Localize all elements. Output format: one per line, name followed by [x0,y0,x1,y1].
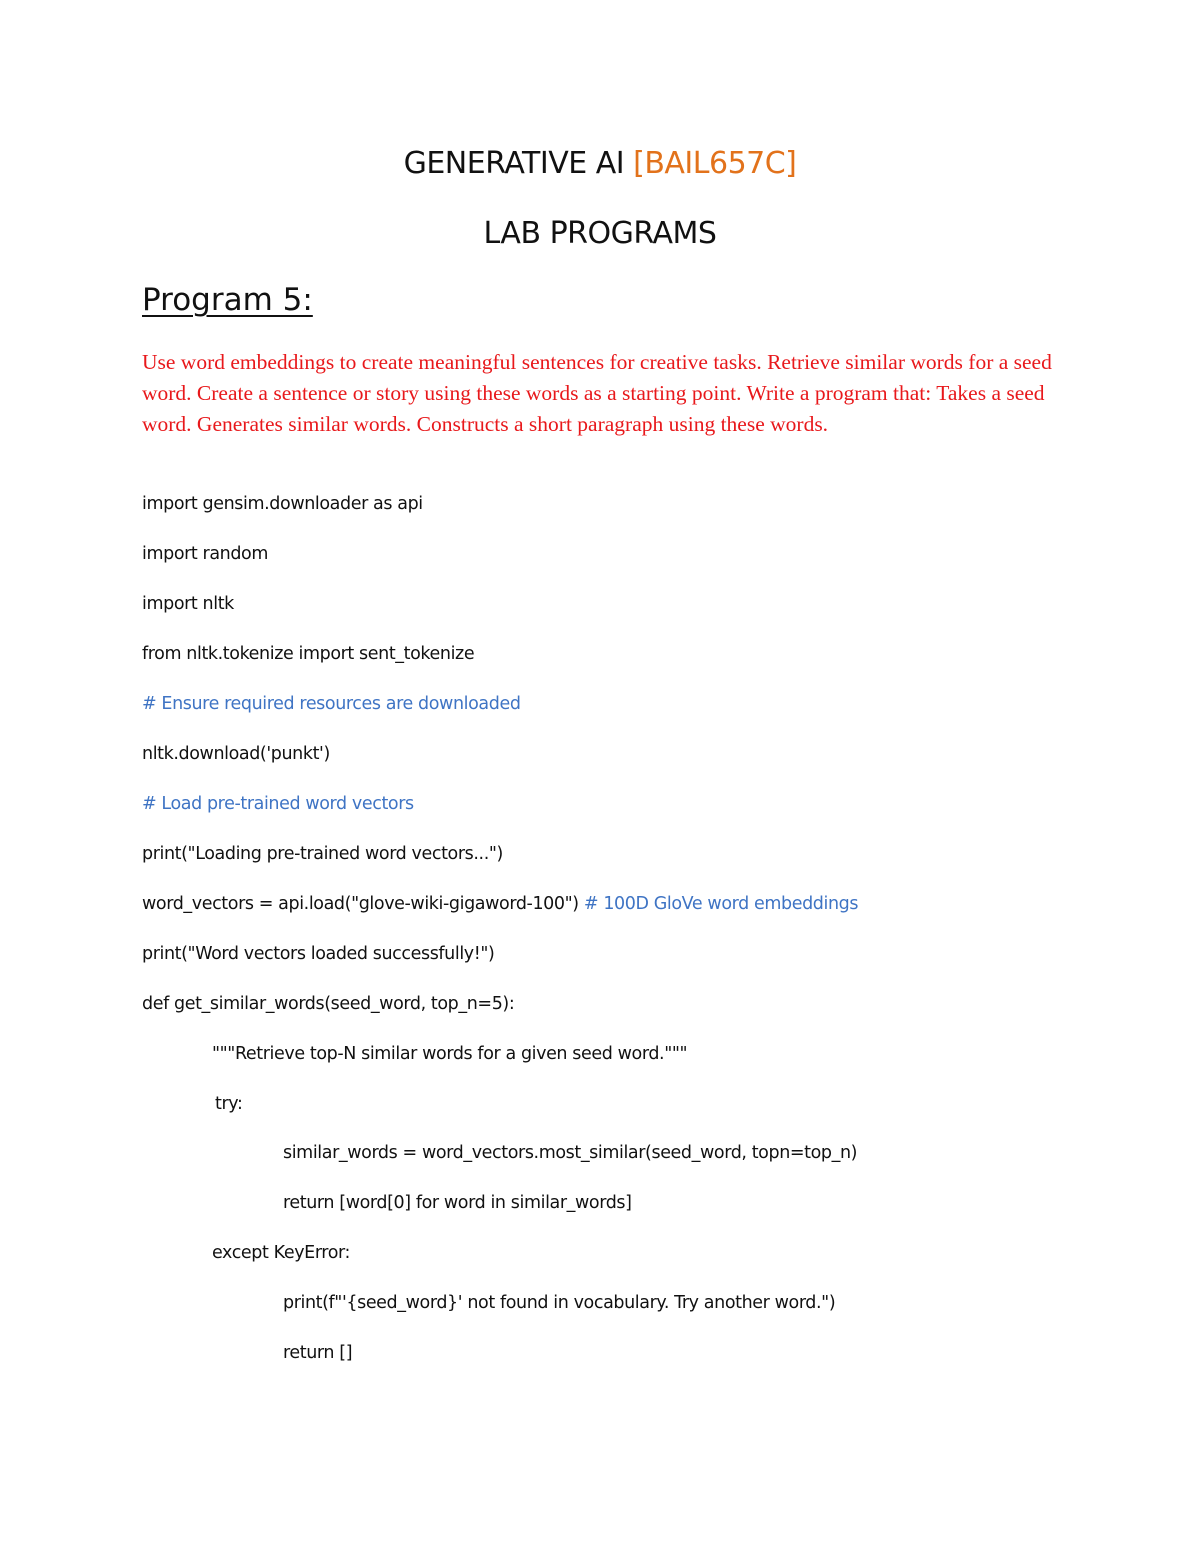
code-api-load-statement: word_vectors = api.load("glove-wiki-gigaword-100") [142,894,584,914]
code-comment-resources: # Ensure required resources are downloaded [142,694,521,714]
course-code: [BAIL657C] [633,146,797,181]
code-line-nltk-download: nltk.download('punkt') [142,744,330,764]
code-line-import-nltk: import nltk [142,594,234,614]
code-comment-load-vectors: # Load pre-trained word vectors [142,794,414,814]
code-line-api-load [142,894,858,914]
code-line-import-tokenize: from nltk.tokenize import sent_tokenize [142,644,475,664]
code-line-print-loaded: print("Word vectors loaded successfully!") [142,944,495,964]
task-description: Use word embeddings to create meaningful sentences for creative tasks. Retrieve similar words for a seed word. Create a sentence or story using these words as a starting point. Write a program that: Takes a seed word. Generates similar words. Constructs a short paragraph using these words. [142,350,1052,436]
code-line-docstring: """Retrieve top-N similar words for a given seed word.""" [212,1044,688,1064]
code-line-print-loading: print("Loading pre-trained word vectors...") [142,844,503,864]
title-text: GENERATIVE AI [403,146,634,181]
program-heading: Program 5: [142,282,313,318]
code-line-except: except KeyError: [212,1243,351,1263]
code-line-print-not-found: print(f"'{seed_word}' not found in vocabulary. Try another word.") [283,1293,836,1313]
code-line-import-random: import random [142,544,269,564]
code-line-def-function: def get_similar_words(seed_word, top_n=5): [142,994,515,1014]
code-line-return-empty: return [] [283,1343,353,1363]
code-comment-glove: # 100D GloVe word embeddings [583,894,859,914]
document-title [0,146,1200,181]
code-line-import-gensim: import gensim.downloader as api [142,494,423,514]
code-line-most-similar: similar_words = word_vectors.most_similar(seed_word, topn=top_n) [283,1143,858,1163]
code-line-try: try: [215,1094,243,1114]
code-line-return-words: return [word[0] for word in similar_words] [283,1193,632,1213]
document-subtitle: LAB PROGRAMS [483,216,717,251]
